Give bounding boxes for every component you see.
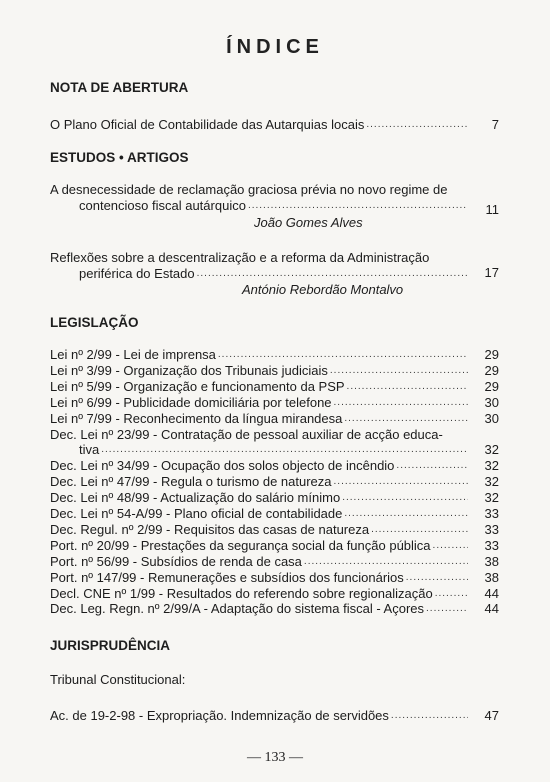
legislation-entry xyxy=(50,536,470,553)
article-title-line1: A desnecessidade de reclamação graciosa prévia no novo regime de xyxy=(50,182,448,197)
legislation-page-number: 29 xyxy=(484,347,499,362)
toc-entry xyxy=(79,196,470,213)
dot-leader xyxy=(334,474,468,489)
legislation-entry xyxy=(50,488,470,505)
section-heading-estudos: ESTUDOS • ARTIGOS xyxy=(50,150,189,165)
legislation-entry-text: Dec. Lei nº 34/99 - Ocupação dos solos objecto de incêndio xyxy=(50,458,395,474)
legislation-entry-text: Lei nº 5/99 - Organização e funcionamento da PSP xyxy=(50,378,345,394)
legislation-entry-text: Dec. Lei nº 47/99 - Regula o turismo de natureza xyxy=(50,474,332,490)
legislation-entry xyxy=(50,393,470,410)
legislation-entry-text: Dec. Regul. nº 2/99 - Requisitos das casas de natureza xyxy=(50,521,370,537)
legislation-entry xyxy=(50,568,470,585)
legislation-page-number: 32 xyxy=(484,474,499,490)
legislation-entry xyxy=(50,361,470,378)
dot-leader xyxy=(330,363,468,378)
article-author: João Gomes Alves xyxy=(254,215,363,230)
toc-entry xyxy=(50,706,470,723)
toc-entry-text: Ac. de 19-2-98 - Expropriação. Indemnização de servidões xyxy=(50,708,389,723)
legislation-entry xyxy=(50,377,470,394)
legislation-entry-text: Lei nº 3/99 - Organização dos Tribunais judiciais xyxy=(50,362,328,378)
legislation-page-number: 32 xyxy=(484,490,499,506)
legislation-entry xyxy=(50,425,470,442)
legislation-entry xyxy=(50,456,470,473)
dot-leader xyxy=(334,395,468,410)
toc-page-number: 47 xyxy=(484,708,499,723)
dot-leader xyxy=(406,570,468,585)
legislation-entry-text: Decl. CNE nº 1/99 - Resultados do referendo sobre regionalização xyxy=(50,585,433,601)
legislation-page-number: 32 xyxy=(484,458,499,474)
legislation-entry-text: Port. nº 56/99 - Subsídios de renda de casa xyxy=(50,553,302,569)
legislation-page-number: 38 xyxy=(484,569,499,585)
section-heading-legislacao: LEGISLAÇÃO xyxy=(50,315,139,330)
dot-leader xyxy=(304,554,468,569)
legislation-entry-text: Dec. Lei nº 54-A/99 - Plano oficial de contabilidade xyxy=(50,506,343,521)
dot-leader xyxy=(435,586,468,601)
legislation-entry-text: Lei nº 7/99 - Reconhecimento da língua mirandesa xyxy=(50,410,343,426)
legislation-entry-text: Lei nº 2/99 - Lei de imprensa xyxy=(50,347,216,362)
legislation-entry xyxy=(50,409,470,426)
legislation-entry-text: Port. nº 147/99 - Remunerações e subsídios dos funcionários xyxy=(50,569,404,585)
legislation-entry-text: Lei nº 6/99 - Publicidade domiciliária por telefone xyxy=(50,394,332,410)
legislation-page-number: 32 xyxy=(484,442,499,458)
legislation-entry xyxy=(79,440,470,457)
dot-leader xyxy=(371,522,468,537)
legislation-entry xyxy=(50,599,470,616)
legislation-entry-text: Dec. Leg. Regn. nº 2/99/A - Adaptação do sistema fiscal - Açores xyxy=(50,601,425,617)
legislation-page-number: 33 xyxy=(484,521,499,537)
legislation-page-number: 38 xyxy=(484,553,499,569)
legislation-entry xyxy=(50,504,470,521)
legislation-entry xyxy=(50,552,470,569)
dot-leader xyxy=(391,708,468,723)
toc-page-number: 7 xyxy=(491,117,499,132)
article-title-line2: periférica do Estado xyxy=(79,266,195,281)
legislation-entry xyxy=(50,584,470,601)
dot-leader xyxy=(218,347,468,362)
legislation-entry-text: Dec. Lei nº 23/99 - Contratação de pessoal auxiliar de acção educa- xyxy=(50,426,443,442)
dot-leader xyxy=(366,117,468,132)
dot-leader xyxy=(396,458,468,473)
dot-leader xyxy=(433,538,468,553)
article-title-line1: Reflexões sobre a descentralização e a reforma da Administração xyxy=(50,250,430,265)
article-title-line2: contencioso fiscal autárquico xyxy=(79,198,246,213)
dot-leader xyxy=(347,379,468,394)
dot-leader xyxy=(342,490,468,505)
legislation-entry-text: Dec. Lei nº 48/99 - Actualização do salário mínimo xyxy=(50,490,341,506)
page-title: ÍNDICE xyxy=(226,36,324,58)
toc-entry xyxy=(79,264,470,281)
legislation-page-number: 29 xyxy=(484,378,499,394)
section-heading-jurisprudencia: JURISPRUDÊNCIA xyxy=(50,638,171,653)
legislation-page-number: 44 xyxy=(484,601,499,617)
toc-page-number: 11 xyxy=(485,202,499,217)
legislation-page-number: 29 xyxy=(484,362,499,378)
toc-page-number: 17 xyxy=(484,265,499,280)
dot-leader xyxy=(426,601,468,616)
section-heading-nota: NOTA DE ABERTURA xyxy=(50,80,189,95)
legislation-page-number: 44 xyxy=(484,585,499,601)
dot-leader xyxy=(197,266,468,281)
legislation-entry-text: Port. nº 20/99 - Prestações da segurança social da função pública xyxy=(50,537,431,553)
legislation-entry xyxy=(50,472,470,489)
dot-leader xyxy=(101,442,468,457)
legislation-entry xyxy=(50,520,470,537)
article-author: António Rebordão Montalvo xyxy=(242,282,404,297)
dot-leader xyxy=(344,506,468,521)
toc-entry-text: O Plano Oficial de Contabilidade das Autarquias locais xyxy=(50,117,365,132)
dot-leader xyxy=(248,198,468,213)
legislation-entry-text: tiva xyxy=(79,442,100,458)
toc-entry xyxy=(50,115,470,132)
legislation-page-number: 30 xyxy=(484,410,499,426)
legislation-entry xyxy=(50,345,470,362)
page-footer-number: — 133 — xyxy=(247,750,303,765)
dot-leader xyxy=(344,411,468,426)
legislation-page-number: 30 xyxy=(484,394,499,410)
legislation-page-number: 33 xyxy=(484,506,499,521)
court-name: Tribunal Constitucional: xyxy=(50,672,186,687)
legislation-page-number: 33 xyxy=(484,537,499,553)
